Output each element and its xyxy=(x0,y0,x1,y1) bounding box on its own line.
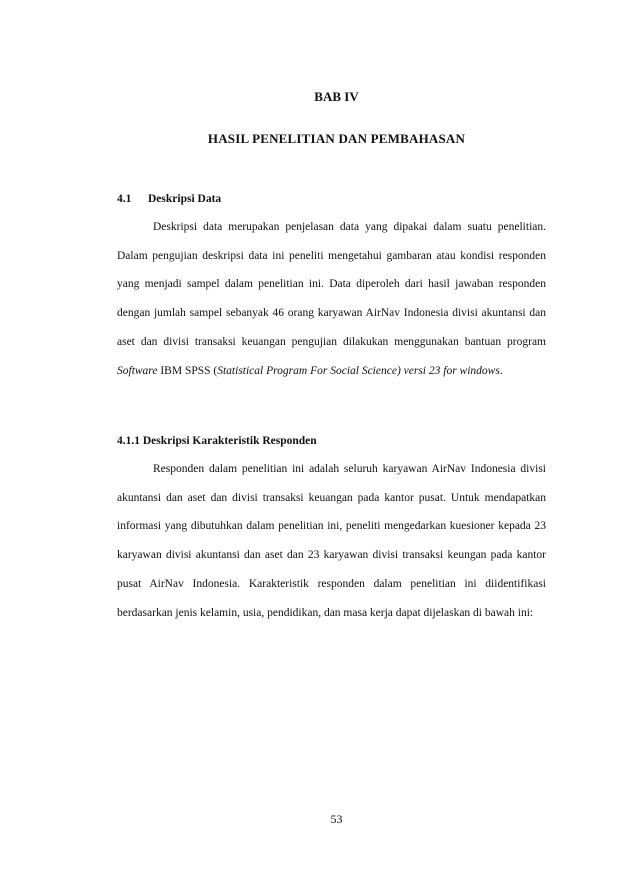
chapter-subtitle: HASIL PENELITIAN DAN PEMBAHASAN xyxy=(207,131,466,146)
section-heading-4-1-1: 4.1.1 Deskripsi Karakteristik Responden xyxy=(117,435,317,447)
paragraph-deskripsi-data xyxy=(117,213,546,385)
paragraph-text: . xyxy=(499,364,503,377)
page-number: 53 xyxy=(330,812,343,826)
section-number: 4.1 xyxy=(117,193,132,205)
section-title: Deskripsi Data xyxy=(148,193,222,205)
paragraph-karakteristik-responden: Responden dalam penelitian ini adalah seluruh karyawan AirNav Indonesia divisi akuntansi dan aset dan divisi transaksi keuangan pada kantor pusat. Untuk mendapatkan informasi yang dibutuhkan dalam penelitian ini, peneliti mengedarkan kuesioner kepada 23 karyawan divisi akuntansi dan aset dan 23 karyawan divisi transaksi keungan pada kantor pusat AirNav Indonesia. Karakteristik responden dalam penelitian ini diidentifikasi berdasarkan jenis kelamin, usia, pendidikan, dan masa kerja dapat dijelaskan di bawah ini: xyxy=(117,463,546,619)
paragraph-text: Deskripsi data merupakan penjelasan data yang dipakai dalam suatu penelitian. Dalam pengujian deskripsi data ini peneliti mengetahui gambaran atau kondisi responden yang menjadi sampel dalam penelitian ini. Data diperoleh dari hasil jawaban responden dengan jumlah sampel sebanyak 46 orang karyawan AirNav Indonesia divisi akuntansi dan aset dan divisi transaksi keuangan pengujian dilakukan menggunakan bantuan program xyxy=(117,221,546,348)
paragraph-italic-program: Statistical Program For Social Science) versi 23 for windows xyxy=(217,364,500,377)
paragraph-text: IBM SPSS ( xyxy=(157,364,218,377)
paragraph-italic-software: Software xyxy=(117,364,158,377)
chapter-title: BAB IV xyxy=(314,89,359,104)
section-heading-4-1 xyxy=(117,193,221,205)
